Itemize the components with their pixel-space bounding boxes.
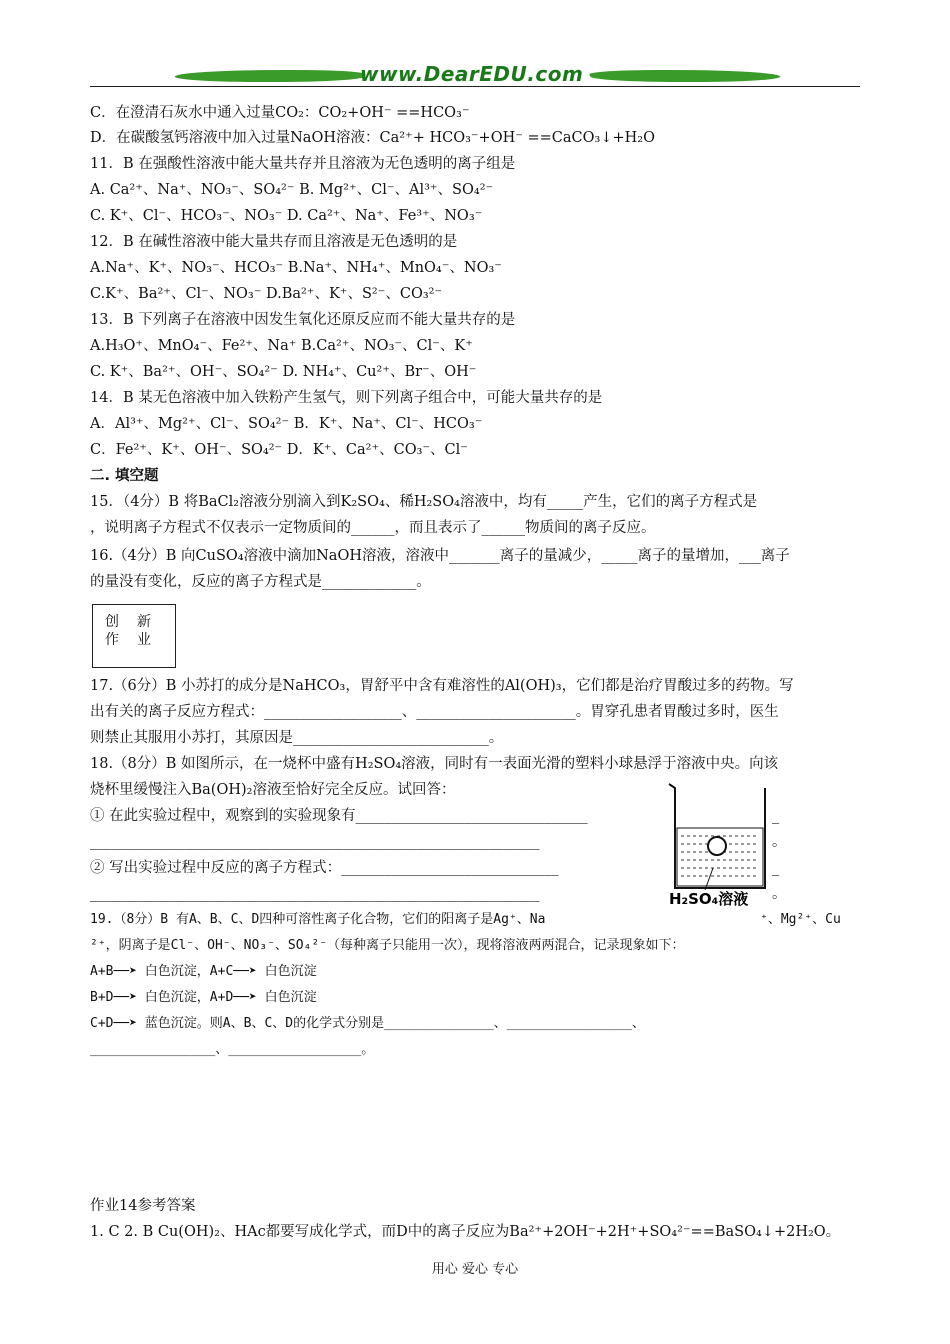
- q14-options-ab: A．Al³⁺、Mg²⁺、Cl⁻、SO₄²⁻ B．K⁺、Na⁺、Cl⁻、HCO₃⁻: [90, 416, 483, 432]
- question-17-line2: 出有关的离子反应方程式：___________________、______________________。胃穿孔患者胃酸过多时，医生: [90, 704, 779, 720]
- question-18-part1: ① 在此实验过程中，观察到的实验现象有________________________________: [90, 808, 588, 824]
- q18-mark: _: [772, 860, 780, 876]
- box-char: 业: [137, 632, 151, 648]
- question-18-part2-blank: ______________________________________________________________: [90, 886, 540, 902]
- box-char: 新: [137, 614, 151, 630]
- box-char: 作: [105, 632, 119, 648]
- q13-options-ab: A.H₃O⁺、MnO₄⁻、Fe²⁺、Na⁺ B.Ca²⁺、NO₃⁻、Cl⁻、K⁺: [90, 338, 473, 354]
- box-char: 创: [105, 614, 119, 630]
- q12-options-ab: A.Na⁺、K⁺、NO₃⁻、HCO₃⁻ B.Na⁺、NH₄⁺、MnO₄⁻、NO₃⁻: [90, 260, 502, 276]
- innovation-homework-box: [92, 604, 176, 668]
- q19-observation-1: A+B──➤ 白色沉淀，A+C──➤ 白色沉淀: [90, 964, 317, 979]
- question-15-line1: 15．（4分）B 将BaCl₂溶液分别滴入到K₂SO₄、稀H₂SO₄溶液中，均有_____产生，它们的离子方程式是: [90, 494, 758, 510]
- q14-options-cd: C．Fe²⁺、K⁺、OH⁻、SO₄²⁻ D．K⁺、Ca²⁺、CO₃⁻、Cl⁻: [90, 442, 468, 458]
- q11-options-ab: A. Ca²⁺、Na⁺、NO₃⁻、SO₄²⁻ B. Mg²⁺、Cl⁻、Al³⁺、SO₄²⁻: [90, 182, 494, 198]
- label-pointer: [705, 868, 713, 890]
- question-16-line2: 的量没有变化，反应的离子方程式是_____________。: [90, 574, 431, 590]
- plastic-ball: [708, 837, 726, 855]
- question-19-line2: ²⁺，阴离子是Cl⁻、OH⁻、NO₃⁻、SO₄²⁻（每种离子只能用一次），现将溶液两两混合，记录现象如下：: [90, 938, 685, 953]
- header-swoosh-left: [173, 70, 367, 82]
- option-c-line: C．在澄清石灰水中通入过量CO₂：CO₂+OH⁻ ==HCO₃⁻: [90, 105, 470, 121]
- header-rule: [90, 86, 860, 87]
- question-18-line1: 18.（8分）B 如图所示，在一烧杯中盛有H₂SO₄溶液，同时有一表面光滑的塑料小球悬浮于溶液中央。向该: [90, 756, 779, 772]
- question-13: 13．B 下列离子在溶液中因发生氧化还原反应而不能大量共存的是: [90, 312, 516, 328]
- q19-observation-3: C+D──➤ 蓝色沉淀。则A、B、C、D的化学式分别是______________、________________、: [90, 1016, 645, 1031]
- question-17-line3: 则禁止其服用小苏打，其原因是___________________________。: [90, 730, 504, 746]
- beaker-label: H₂SO₄溶液: [669, 890, 749, 908]
- question-11: 11．B 在强酸性溶液中能大量共存并且溶液为无色透明的离子组是: [90, 156, 516, 172]
- question-19-line1-tail: ⁺、Mg²⁺、Cu: [760, 912, 841, 927]
- beaker-diagram: [665, 778, 780, 910]
- question-18-part2: ② 写出实验过程中反应的离子方程式：______________________________: [90, 860, 559, 876]
- question-17-line1: 17.（6分）B 小苏打的成分是NaHCO₃，胃舒平中含有难溶性的Al(OH)₃，它们都是治疗胃酸过多的药物。写: [90, 678, 794, 694]
- page-footer: 用心 爱心 专心: [431, 1262, 519, 1277]
- q19-answer-blanks: ________________、_________________。: [90, 1042, 375, 1057]
- option-d-line: D．在碳酸氢钙溶液中加入过量NaOH溶液：Ca²⁺+ HCO₃⁻+OH⁻ ==CaCO₃↓+H₂O: [90, 130, 655, 146]
- question-14: 14．B 某无色溶液中加入铁粉产生氢气，则下列离子组合中，可能大量共存的是: [90, 390, 603, 406]
- question-16-line1: 16.（4分）B 向CuSO₄溶液中滴加NaOH溶液，溶液中_______离子的量减少，_____离子的量增加，___离子: [90, 548, 790, 564]
- answer-key-line: 1. C 2. B Cu(OH)₂、HAc都要写成化学式，而D中的离子反应为Ba²⁺+2OH⁻+2H⁺+SO₄²⁻==BaSO₄↓+2H₂O。: [90, 1224, 841, 1240]
- question-18-line2: 烧杯里缓慢注入Ba(OH)₂溶液至恰好完全反应。试回答：: [90, 782, 456, 798]
- q18-mark: 。: [772, 834, 787, 850]
- header-swoosh-right: [588, 70, 782, 82]
- question-15-line2: ，说明离子方程式不仅表示一定物质间的______，而且表示了______物质间的离子反应。: [90, 520, 656, 536]
- section-fill-in-title: 二. 填空题: [90, 468, 159, 484]
- q19-observation-2: B+D──➤ 白色沉淀，A+D──➤ 白色沉淀: [90, 990, 317, 1005]
- header-logo-url[interactable]: www.DearEDU.com: [360, 62, 584, 86]
- question-12: 12．B 在碱性溶液中能大量共存而且溶液是无色透明的是: [90, 234, 458, 250]
- answer-key-title: 作业14参考答案: [90, 1198, 196, 1214]
- q11-options-cd: C. K⁺、Cl⁻、HCO₃⁻、NO₃⁻ D. Ca²⁺、Na⁺、Fe³⁺、NO₃⁻: [90, 208, 483, 224]
- question-18-part1-blank: ______________________________________________________________: [90, 834, 540, 850]
- q18-mark: 。: [772, 886, 787, 902]
- q18-mark: _: [772, 808, 780, 824]
- q12-options-cd: C.K⁺、Ba²⁺、Cl⁻、NO₃⁻ D.Ba²⁺、K⁺、S²⁻、CO₃²⁻: [90, 286, 443, 302]
- q13-options-cd: C. K⁺、Ba²⁺、OH⁻、SO₄²⁻ D. NH₄⁺、Cu²⁺、Br⁻、OH⁻: [90, 364, 477, 380]
- question-19-line1: 19.（8分）B 有A、B、C、D四种可溶性离子化合物，它们的阳离子是Ag⁺、Na: [90, 912, 546, 927]
